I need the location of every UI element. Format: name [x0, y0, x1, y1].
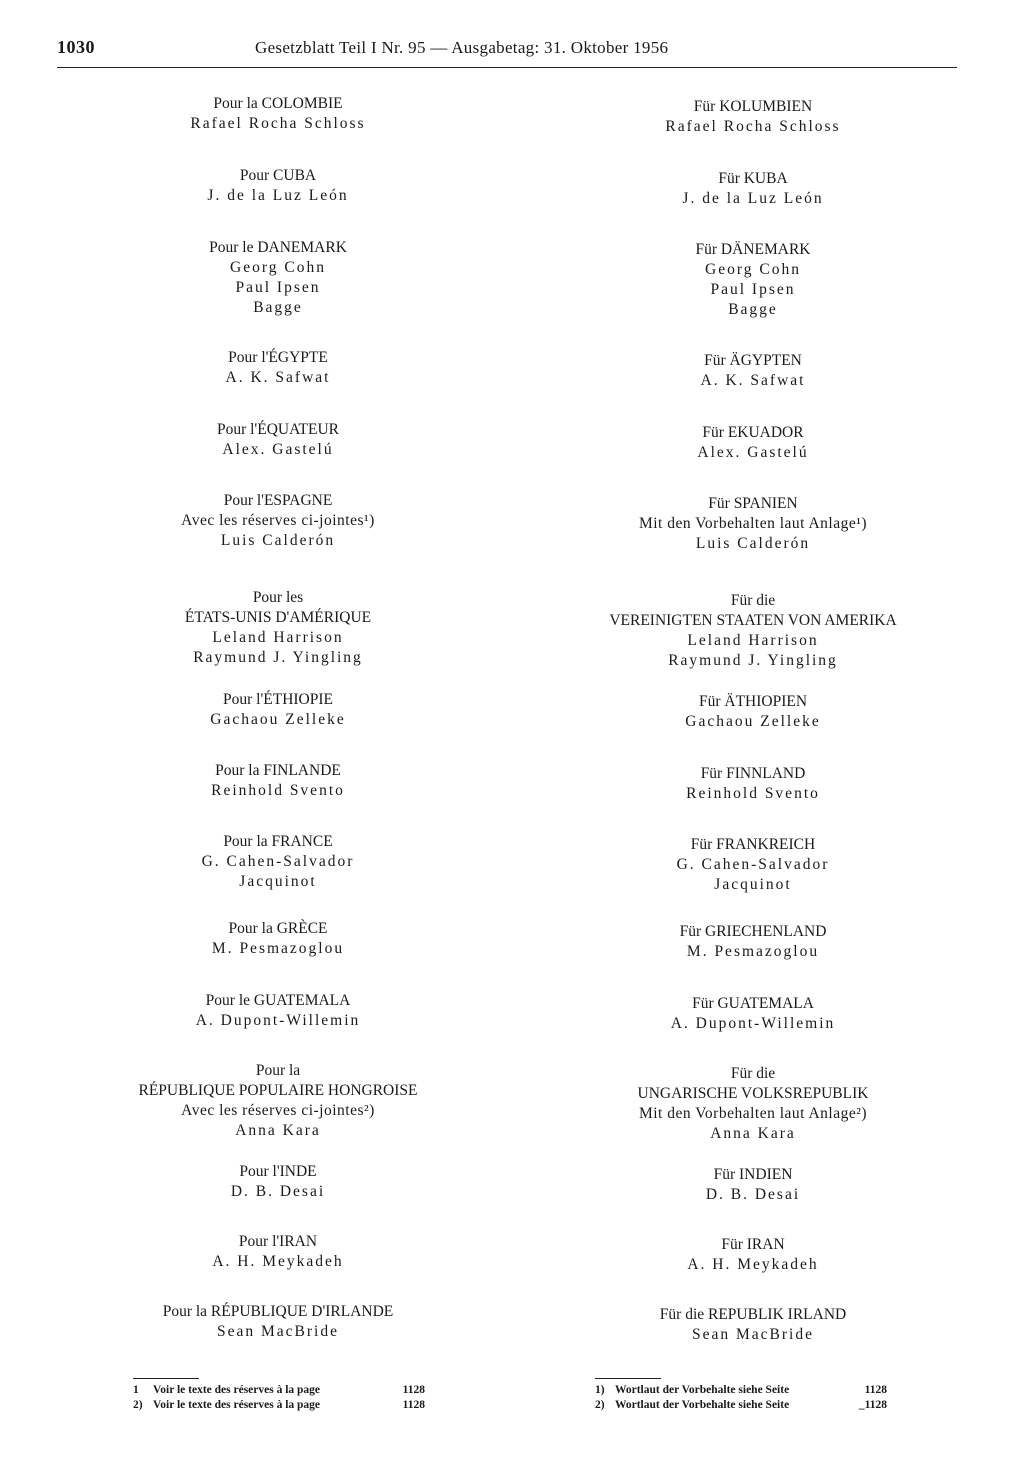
country-heading: Für FINNLAND — [700, 765, 806, 782]
country-heading: Für KUBA — [718, 170, 788, 187]
signatory-name: Gachaou Zelleke — [685, 713, 821, 730]
signatory-name: G. Cahen-Salvador — [201, 853, 355, 870]
german-footnotes — [595, 1378, 915, 1413]
country-heading: UNGARISCHE VOLKSREPUBLIK — [637, 1085, 869, 1102]
footnote — [133, 1398, 453, 1413]
footnote-rule — [133, 1378, 199, 1379]
country-heading: RÉPUBLIQUE POPULAIRE HONGROISE — [138, 1082, 418, 1099]
footnote-marker: 2) — [133, 1399, 143, 1411]
country-heading: Pour le GUATEMALA — [205, 992, 351, 1009]
signatory-name: Bagge — [253, 299, 303, 316]
signatory-name: J. de la Luz León — [207, 187, 349, 204]
signatory-name: Sean MacBride — [692, 1326, 814, 1343]
country-heading: Pour l'ESPAGNE — [223, 492, 333, 509]
signatory-entry — [543, 1165, 963, 1205]
country-heading: Für EKUADOR — [702, 424, 804, 441]
country-heading: Für die — [730, 592, 776, 609]
running-head: Gesetzblatt Teil I Nr. 95 — Ausgabetag: 31. Oktober 1956 — [255, 38, 669, 57]
signatory-entry — [543, 994, 963, 1034]
signatory-name: Luis Calderón — [695, 535, 811, 552]
signatory-entry — [68, 1232, 488, 1272]
signatory-name: D. B. Desai — [230, 1183, 326, 1200]
signatory-name: J. de la Luz León — [682, 190, 824, 207]
country-heading: Pour la FRANCE — [223, 833, 333, 850]
signatory-name: Anna Kara — [710, 1125, 796, 1142]
signatory-name: Sean MacBride — [217, 1323, 339, 1340]
footnote-page-ref: 1128 — [402, 1384, 425, 1396]
signatory-entry — [543, 1235, 963, 1275]
signatory-entry — [543, 1064, 963, 1144]
country-heading: Für IRAN — [721, 1236, 785, 1253]
signatory-name: A. Dupont-Willemin — [195, 1012, 361, 1029]
signatory-name: Alex. Gastelú — [222, 441, 334, 458]
signatory-entry — [543, 764, 963, 804]
footnote-text: Wortlaut der Vorbehalte siehe Seite — [615, 1399, 790, 1411]
signatory-name: A. Dupont-Willemin — [670, 1015, 836, 1032]
country-heading: Pour la GRÈCE — [228, 920, 328, 937]
country-heading: Pour l'ÉGYPTE — [228, 349, 328, 366]
signatory-name: G. Cahen-Salvador — [676, 856, 830, 873]
signatory-entry — [68, 761, 488, 801]
country-heading: Für ÄGYPTEN — [704, 352, 802, 369]
country-heading: Für GUATEMALA — [692, 995, 814, 1012]
signatory-name: Alex. Gastelú — [697, 444, 809, 461]
signatory-entry — [543, 351, 963, 391]
signatory-name: Paul Ipsen — [710, 281, 796, 298]
signatory-name: Raymund J. Yingling — [193, 649, 363, 666]
country-heading: Pour l'ÉQUATEUR — [216, 421, 340, 438]
country-heading: Pour l'IRAN — [238, 1233, 318, 1250]
header-rule — [57, 67, 957, 68]
country-heading: Pour la FINLANDE — [215, 762, 341, 779]
signatory-entry — [543, 1305, 963, 1345]
country-heading: Pour CUBA — [239, 167, 317, 184]
signatory-entry — [68, 1302, 488, 1342]
signatory-name: Luis Calderón — [220, 532, 336, 549]
signatory-entry — [68, 832, 488, 892]
footnote-text: Wortlaut der Vorbehalte siehe Seite — [615, 1384, 790, 1396]
footnote-marker: 1) — [595, 1384, 605, 1396]
footnote-page-ref: 1128 — [864, 1384, 887, 1396]
signatory-entry — [68, 991, 488, 1031]
footnote — [133, 1383, 453, 1398]
country-heading: Für SPANIEN — [708, 495, 798, 512]
country-heading: Für KOLUMBIEN — [693, 98, 813, 115]
country-heading: Für DÄNEMARK — [695, 241, 811, 258]
signatory-name: Reinhold Svento — [686, 785, 820, 802]
page-number: 1030 — [57, 37, 95, 57]
signatory-entry — [68, 166, 488, 206]
country-heading: Pour la COLOMBIE — [213, 95, 343, 112]
signatory-entry — [68, 491, 488, 551]
footnote-page-ref: _1128 — [858, 1399, 887, 1411]
signatory-name: A. K. Safwat — [225, 369, 331, 386]
signatory-entry — [68, 1162, 488, 1202]
signatory-entry — [543, 97, 963, 137]
signatory-name: Anna Kara — [235, 1122, 321, 1139]
signatory-entry — [68, 1061, 488, 1141]
country-heading: Für die — [730, 1065, 776, 1082]
signatory-name: M. Pesmazoglou — [211, 940, 345, 957]
signatory-name: Bagge — [728, 301, 778, 318]
signatory-name: D. B. Desai — [705, 1186, 801, 1203]
country-heading: Pour les — [252, 589, 304, 606]
signatory-name: Georg Cohn — [705, 261, 801, 278]
signatory-name: M. Pesmazoglou — [686, 943, 820, 960]
reservation-note: Mit den Vorbehalten laut Anlage²) — [638, 1105, 868, 1122]
signatory-name: Jacquinot — [714, 876, 792, 893]
signatory-entry — [543, 922, 963, 962]
signatory-name: Gachaou Zelleke — [210, 711, 346, 728]
signatory-entry — [68, 420, 488, 460]
signatory-entry — [68, 238, 488, 318]
country-heading: Pour l'ÉTHIOPIE — [223, 691, 333, 708]
country-heading: Für GRIECHENLAND — [679, 923, 827, 940]
signatory-entry — [543, 835, 963, 895]
country-heading: ÉTATS-UNIS D'AMÉRIQUE — [184, 609, 372, 626]
signatory-name: Jacquinot — [239, 873, 317, 890]
signatory-name: A. K. Safwat — [700, 372, 806, 389]
signatory-name: A. H. Meykadeh — [212, 1253, 344, 1270]
country-heading: Pour la — [255, 1062, 301, 1079]
signatory-name: Rafael Rocha Schloss — [665, 118, 841, 135]
signatory-name: Leland Harrison — [212, 629, 344, 646]
country-heading: Pour l'INDE — [239, 1163, 317, 1180]
signatory-entry — [68, 919, 488, 959]
footnote — [595, 1383, 915, 1398]
footnote — [595, 1398, 915, 1413]
footnote-rule — [595, 1378, 661, 1379]
footnote-text: Voir le texte des réserves à la page — [153, 1399, 321, 1411]
country-heading: Für FRANKREICH — [690, 836, 816, 853]
footnote-page-ref: 1128 — [402, 1399, 425, 1411]
signatory-name: Raymund J. Yingling — [668, 652, 838, 669]
french-footnotes — [133, 1378, 453, 1413]
signatory-entry — [543, 591, 963, 671]
country-heading: Pour la RÉPUBLIQUE D'IRLANDE — [162, 1303, 394, 1320]
signatory-entry — [68, 94, 488, 134]
footnote-marker: 1 — [133, 1384, 139, 1396]
country-heading: VEREINIGTEN STAATEN VON AMERIKA — [609, 612, 897, 629]
signatory-name: Rafael Rocha Schloss — [190, 115, 366, 132]
country-heading: Für INDIEN — [713, 1166, 793, 1183]
reservation-note: Avec les réserves ci-jointes¹) — [181, 512, 375, 529]
signatory-name: Paul Ipsen — [235, 279, 321, 296]
signatory-name: A. H. Meykadeh — [687, 1256, 819, 1273]
page-header — [57, 37, 957, 67]
reservation-note: Mit den Vorbehalten laut Anlage¹) — [638, 515, 868, 532]
signatory-entry — [543, 169, 963, 209]
signatory-entry — [543, 240, 963, 320]
country-heading: Für die REPUBLIK IRLAND — [659, 1306, 847, 1323]
signatory-entry — [543, 494, 963, 554]
signatory-entry — [543, 423, 963, 463]
signatory-entry — [68, 588, 488, 668]
signatory-entry — [543, 692, 963, 732]
footnote-marker: 2) — [595, 1399, 605, 1411]
signatory-entry — [68, 690, 488, 730]
country-heading: Für ÄTHIOPIEN — [698, 693, 808, 710]
country-heading: Pour le DANEMARK — [209, 239, 347, 256]
reservation-note: Avec les réserves ci-jointes²) — [181, 1102, 375, 1119]
signatory-name: Reinhold Svento — [211, 782, 345, 799]
footnote-text: Voir le texte des réserves à la page — [153, 1384, 321, 1396]
signatory-entry — [68, 348, 488, 388]
signatory-name: Leland Harrison — [687, 632, 819, 649]
signatory-name: Georg Cohn — [230, 259, 326, 276]
